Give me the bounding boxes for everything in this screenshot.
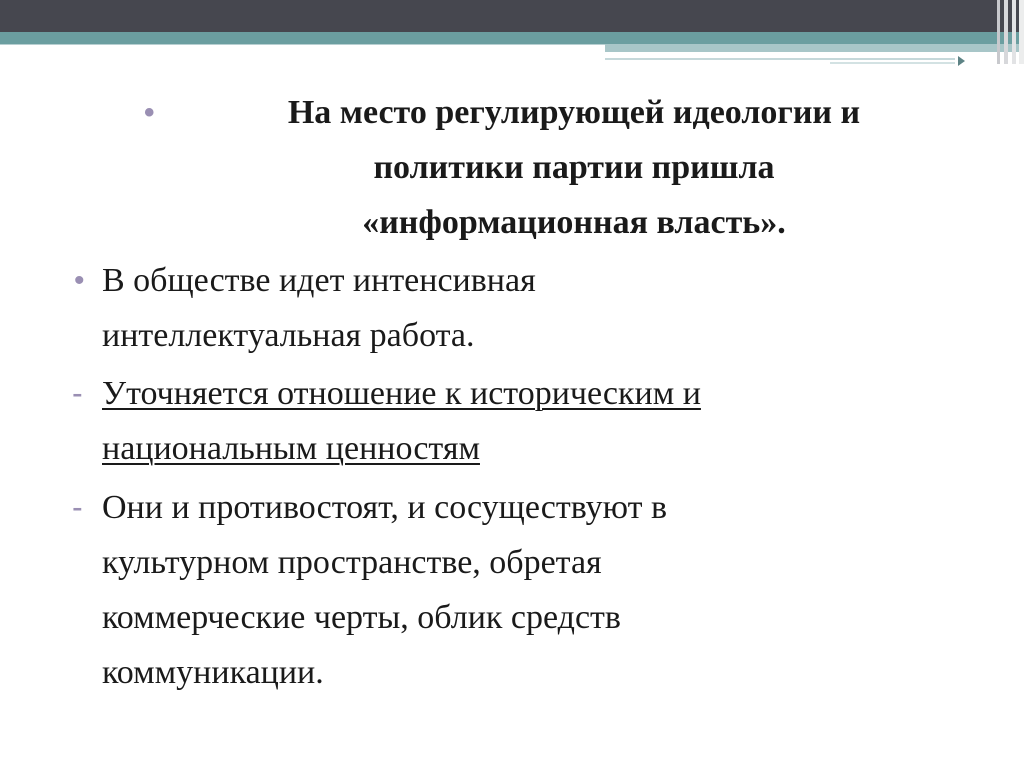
bullet-item-line: политики партии пришла <box>373 149 775 186</box>
bullet-item-line: Они и противостоят, и сосуществуют в <box>102 489 668 526</box>
bullet-dot-icon: • <box>74 264 85 297</box>
bullet-item-line: интеллектуальная работа. <box>102 317 475 354</box>
bullet-dash-icon: - <box>72 375 83 411</box>
bullet-dot-icon: • <box>144 96 155 129</box>
bullet-item-1 <box>144 85 974 250</box>
bullet-item-3 <box>72 366 982 476</box>
bullet-item-line: коммерческие черты, облик средств <box>102 599 621 636</box>
bullet-item-line: коммуникации. <box>102 654 324 691</box>
bullet-item-line-wrap <box>102 366 982 421</box>
bullet-item-line: «информационная власть». <box>362 204 786 241</box>
bullet-item-2 <box>74 253 982 363</box>
bullet-item-line: На место регулирующей идеологии и <box>287 94 861 131</box>
bullet-item-line-wrap <box>102 421 982 476</box>
bullet-item-line: В обществе идет интенсивная <box>102 262 536 299</box>
bullet-dash-icon: - <box>72 489 83 525</box>
bullet-item-line: Уточняется отношение к историческим и <box>102 375 701 412</box>
bullet-item-line: культурном пространстве, обретая <box>102 544 602 581</box>
bullet-item-4 <box>72 480 982 700</box>
bullet-item-line: национальным ценностям <box>102 430 480 467</box>
